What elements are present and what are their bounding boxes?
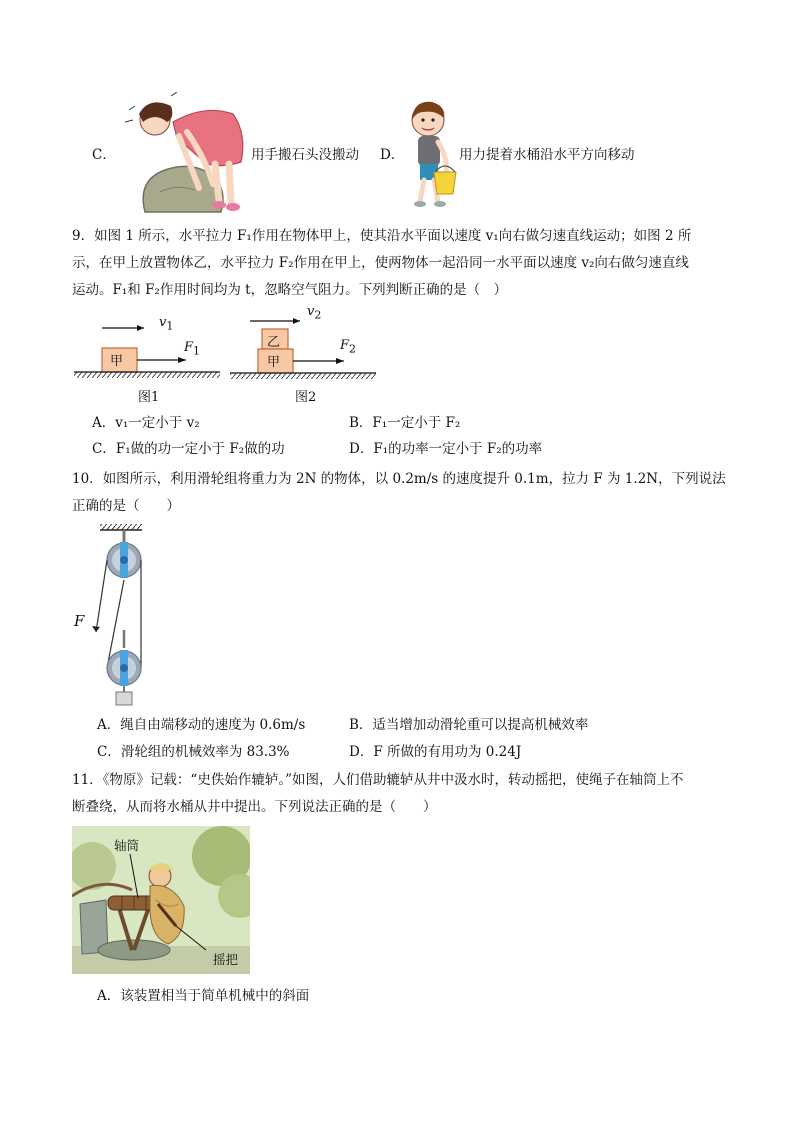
q10-stem bbox=[72, 466, 726, 520]
q8-option-d-letter: D． bbox=[380, 147, 405, 163]
woman-lifting-stone-illustration bbox=[115, 92, 245, 214]
weight-block bbox=[116, 692, 132, 705]
q9-fig2-f-label: $F_2$ bbox=[340, 338, 357, 356]
q9-option-a: A．v₁一定小于 v₂ bbox=[92, 415, 200, 431]
q11-crank-label: 摇把 bbox=[213, 952, 239, 967]
q11-number: 11． bbox=[72, 772, 103, 788]
q11-stem bbox=[72, 767, 722, 821]
q9-fig2-top-block-label: 乙 bbox=[267, 335, 281, 350]
q9-fig1-v-label: $v_1$ bbox=[159, 315, 174, 333]
q8-option-d-text: 用力提着水桶沿水平方向移动 bbox=[459, 147, 635, 163]
boy-carrying-bucket-illustration bbox=[402, 98, 462, 210]
q10-number: 10． bbox=[72, 471, 103, 487]
q9-fig1-block-label: 甲 bbox=[110, 354, 124, 369]
q9-fig2-block-label: 甲 bbox=[267, 355, 281, 370]
q10-option-d: D．F 所做的有用功为 0.24J bbox=[349, 744, 522, 760]
q9-option-c: C．F₁做的功一定小于 F₂做的功 bbox=[92, 441, 285, 457]
q9-fig1-f-label: $F_1$ bbox=[184, 340, 201, 358]
q10-force-label: F bbox=[74, 612, 85, 630]
fixed-pulley bbox=[107, 542, 141, 578]
q11-option-a: A．该装置相当于简单机械中的斜面 bbox=[97, 988, 310, 1004]
q9-stem-line3: 运动。F₁和 F₂作用时间均为 t，忽略空气阻力。下列判断正确的是（ ） bbox=[72, 282, 508, 298]
q9-stem-line1: 如图 1 所示，水平拉力 F₁作用在物体甲上，使其沿水平面以速度 v₁向右做匀速直线运动；如图 2 所 bbox=[94, 228, 692, 244]
movable-pulley bbox=[107, 630, 141, 686]
q8-option-c-letter: C． bbox=[92, 147, 116, 163]
q11-stem-line2: 断叠绕，从而将水桶从井中提出。下列说法正确的是（ ） bbox=[72, 799, 437, 815]
q10-option-b: B．适当增加动滑轮重可以提高机械效率 bbox=[349, 717, 589, 733]
q9-option-d: D．F₁的功率一定小于 F₂的功率 bbox=[349, 441, 543, 457]
q9-fig2-caption: 图2 bbox=[295, 390, 317, 405]
q9-fig2-v-label: $v_2$ bbox=[307, 304, 322, 322]
q9-fig1-caption: 图1 bbox=[138, 390, 160, 405]
q9-figure-1 bbox=[72, 312, 224, 382]
q9-option-b: B．F₁一定小于 F₂ bbox=[349, 415, 461, 431]
q11-stem-line1: 《物原》记载：“史佚始作辘轳。”如图，人们借助辘轳从井中汲水时，转动摇把，使绳子在轴筒上不 bbox=[102, 772, 684, 788]
q10-option-c: C．滑轮组的机械效率为 83.3% bbox=[97, 744, 290, 760]
q11-axle-label: 轴筒 bbox=[114, 838, 140, 853]
q10-stem-line1: 如图所示，利用滑轮组将重力为 2N 的物体，以 0.2m/s 的速度提升 0.1m，拉力 F 为 1.2N，下列说法 bbox=[102, 471, 726, 487]
q9-figure-2 bbox=[228, 305, 380, 382]
q9-stem bbox=[72, 223, 722, 304]
q8-option-c-text: 用手搬石头没搬动 bbox=[251, 147, 359, 163]
q9-stem-line2: 示，在甲上放置物体乙，水平拉力 F₂作用在甲上，使两物体一起沿同一水平面以速度 v₂向右做匀速直线 bbox=[72, 255, 689, 271]
q10-stem-line2: 正确的是（ ） bbox=[72, 498, 180, 514]
q10-option-a: A．绳自由端移动的速度为 0.6m/s bbox=[97, 717, 306, 733]
q9-number: 9． bbox=[72, 228, 95, 244]
